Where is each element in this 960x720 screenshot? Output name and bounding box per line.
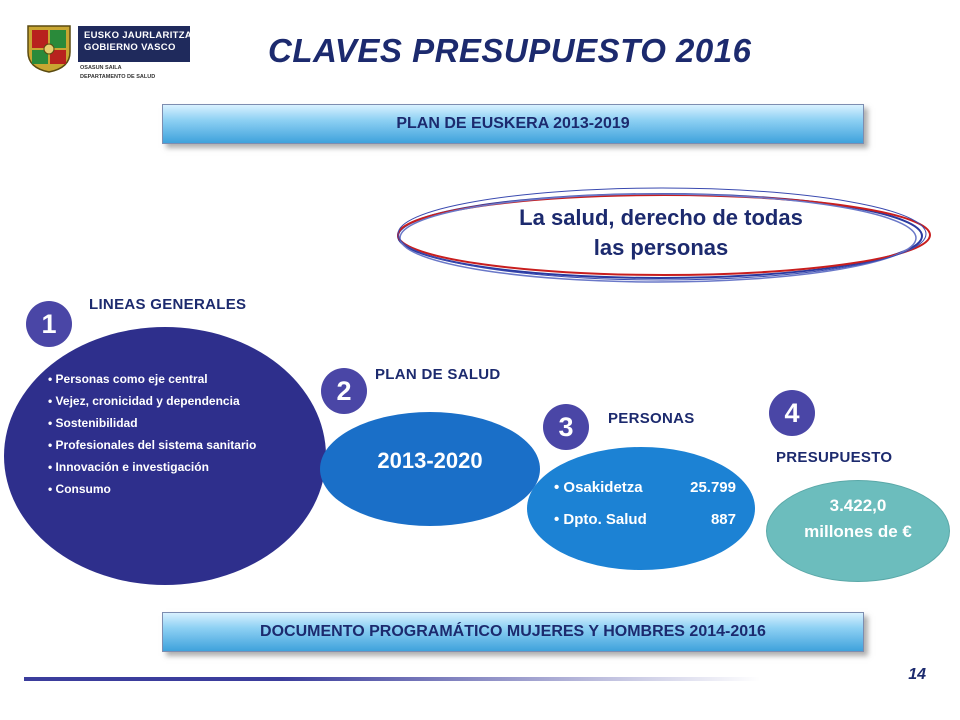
list-item: • Dpto. Salud 887 [554, 511, 736, 528]
logo-subtitle [80, 64, 155, 82]
page-title: CLAVES PRESUPUESTO 2016 [268, 32, 752, 69]
list-item: • Sostenibilidad [48, 416, 138, 430]
section-number-4: 4 [769, 390, 815, 436]
list-item: • Profesionales del sistema sanitario [48, 438, 257, 452]
banner-documento-programatico: DOCUMENTO PROGRAMÁTICO MUJERES Y HOMBRES 2014-2016 [162, 612, 864, 652]
list-item: • Innovación e investigación [48, 460, 209, 474]
section-number-3: 3 [543, 404, 589, 450]
slogan-text [455, 203, 867, 263]
logo-sub1: OSASUN SAILA [80, 65, 122, 71]
plan-salud-years: 2013-2020 [377, 448, 483, 473]
list-item: • Osakidetza 25.799 [554, 479, 736, 496]
logo-sub2: DEPARTAMENTO DE SALUD [80, 74, 156, 80]
lineas-generales-list [48, 368, 256, 500]
presupuesto-unit: millones de € [804, 522, 912, 541]
label-plan-de-salud: PLAN DE SALUD [375, 366, 501, 383]
label-lineas-generales: LINEAS GENERALES [89, 296, 247, 313]
logo-line2: GOBIERNO VASCO [84, 42, 176, 53]
label-presupuesto: PRESUPUESTO [776, 449, 893, 466]
personas-list [554, 472, 736, 536]
list-item: • Personas como eje central [48, 372, 208, 386]
section-number-1: 1 [26, 301, 72, 347]
presupuesto-amount: 3.422,0 [829, 496, 887, 515]
section-number-2: 2 [321, 368, 367, 414]
footer-divider [24, 677, 760, 681]
list-item: • Vejez, cronicidad y dependencia [48, 394, 240, 408]
slogan-line1: La salud, derecho de todas [519, 205, 803, 230]
logo-wordmark [78, 26, 193, 62]
presupuesto-value [766, 493, 950, 545]
coat-of-arms-icon [24, 22, 74, 74]
slogan-line2: las personas [593, 235, 729, 260]
logo-line1: EUSKO JAURLARITZA [84, 30, 193, 41]
label-personas: PERSONAS [608, 410, 695, 427]
list-item: • Consumo [48, 482, 111, 496]
page-number: 14 [908, 666, 926, 683]
banner-plan-euskera: PLAN DE EUSKERA 2013-2019 [162, 104, 864, 144]
